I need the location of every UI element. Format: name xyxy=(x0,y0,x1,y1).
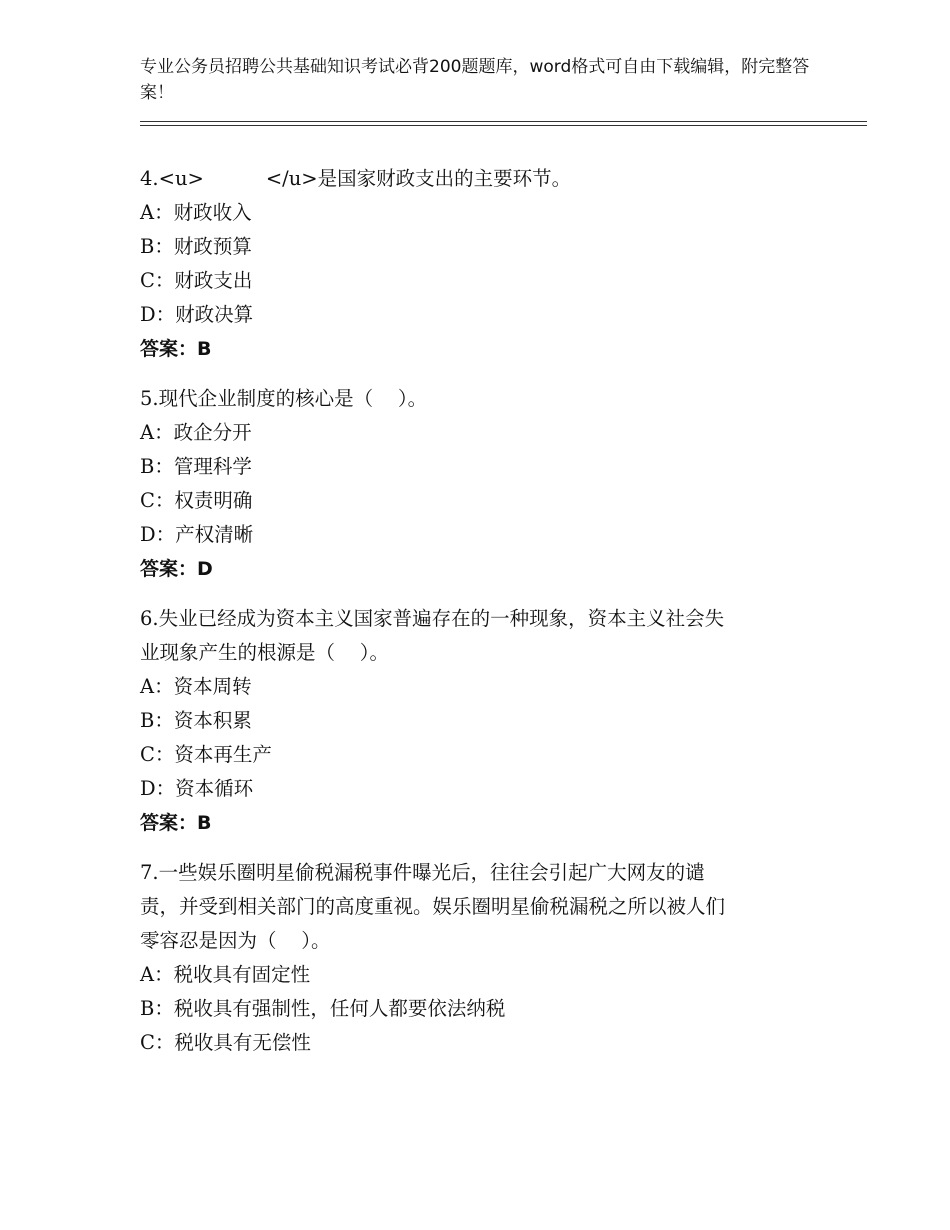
option-a: A：资本周转 xyxy=(140,675,252,698)
question-7 xyxy=(140,856,820,1060)
question-6 xyxy=(140,602,820,840)
option-b: B：财政预算 xyxy=(140,235,252,258)
question-list xyxy=(140,162,820,1076)
option-b: B：资本积累 xyxy=(140,709,252,732)
option-c: C：权责明确 xyxy=(140,489,253,512)
question-stem: 6.失业已经成为资本主义国家普遍存在的一种现象，资本主义社会失 xyxy=(140,607,725,630)
question-5 xyxy=(140,382,820,586)
question-stem-cont: 责，并受到相关部门的高度重视。娱乐圈明星偷税漏税之所以被人们 xyxy=(140,895,726,918)
answer-line: 答案：B xyxy=(140,338,212,360)
option-c: C：财政支出 xyxy=(140,269,253,292)
option-d: D：产权清晰 xyxy=(140,523,254,546)
option-b: B：税收具有强制性，任何人都要依法纳税 xyxy=(140,997,506,1020)
option-c: C：资本再生产 xyxy=(140,743,272,766)
question-stem: 4.<u> </u>是国家财政支出的主要环节。 xyxy=(140,167,572,190)
option-d: D：资本循环 xyxy=(140,777,254,800)
answer-line: 答案：D xyxy=(140,558,213,580)
question-stem: 5.现代企业制度的核心是（ ）。 xyxy=(140,387,428,410)
header-rule-bottom xyxy=(140,125,867,126)
question-stem-cont: 业现象产生的根源是（ ）。 xyxy=(140,641,390,664)
option-b: B：管理科学 xyxy=(140,455,252,478)
page-header: 专业公务员招聘公共基础知识考试必背200题题库，word格式可自由下载编辑，附完整答案！ xyxy=(140,57,810,103)
option-a: A：财政收入 xyxy=(140,201,252,224)
option-c: C：税收具有无偿性 xyxy=(140,1031,311,1054)
option-a: A：税收具有固定性 xyxy=(140,963,311,986)
question-4 xyxy=(140,162,820,366)
answer-line: 答案：B xyxy=(140,812,212,834)
question-stem: 7.一些娱乐圈明星偷税漏税事件曝光后，往往会引起广大网友的谴 xyxy=(140,861,705,884)
header-rule-top xyxy=(140,121,867,122)
option-a: A：政企分开 xyxy=(140,421,252,444)
question-stem-cont: 零容忍是因为（ ）。 xyxy=(140,929,331,952)
option-d: D：财政决算 xyxy=(140,303,254,326)
